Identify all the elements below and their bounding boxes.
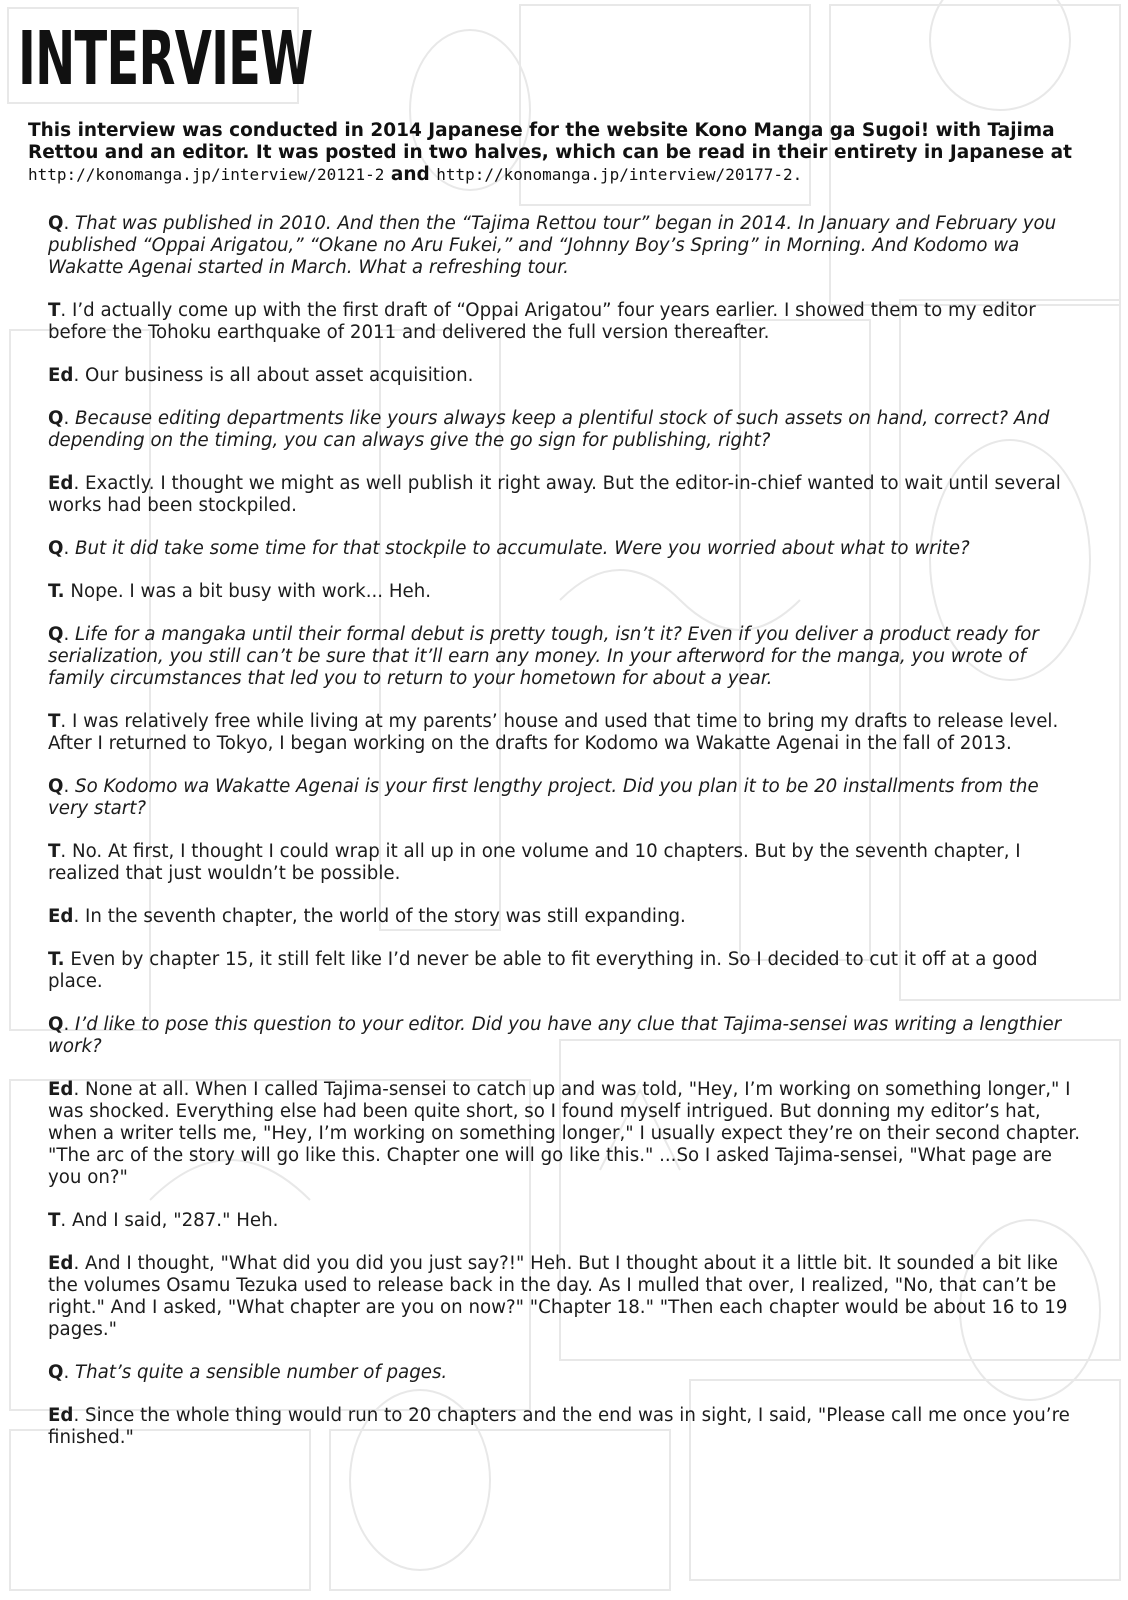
paragraph-text: Because editing departments like yours always keep a plentiful stock of such assets on hand, correct? And depending on the timing, you can always give the go sign for publishing, right? — [48, 408, 1050, 451]
speaker-label: Ed — [48, 1253, 74, 1274]
paragraph-text: So Kodomo wa Wakatte Agenai is your first lengthy project. Did you plan it to be 20 installments from the very start? — [48, 776, 1039, 819]
paragraph-text: In the seventh chapter, the world of the story was still expanding. — [85, 906, 686, 927]
speaker-label: T. — [48, 949, 65, 970]
speaker-separator: . — [63, 213, 76, 234]
answer-paragraph — [48, 300, 1083, 344]
answer-paragraph — [48, 1253, 1083, 1341]
interview-link-1[interactable]: http://konomanga.jp/interview/20121-2 — [28, 165, 385, 184]
intro-conjunction: and — [384, 164, 437, 185]
paragraph-text: That’s quite a sensible number of pages. — [75, 1362, 448, 1383]
speaker-label: Q — [48, 1362, 64, 1383]
speaker-separator: . — [73, 1253, 86, 1274]
speaker-label: Ed — [48, 473, 74, 494]
speaker-label: Ed — [48, 365, 74, 386]
speaker-separator: . — [73, 1405, 86, 1426]
speaker-label: T — [48, 1210, 61, 1231]
speaker-label: T — [48, 841, 61, 862]
speaker-label: Q — [48, 624, 64, 645]
interview-link-2[interactable]: http://konomanga.jp/interview/20177-2. — [436, 165, 803, 184]
answer-paragraph — [48, 473, 1083, 517]
answer-paragraph — [48, 841, 1083, 885]
speaker-separator: . — [73, 473, 86, 494]
answer-paragraph — [48, 581, 1083, 603]
question-paragraph — [48, 213, 1083, 279]
paragraph-text: None at all. When I called Tajima-sensei to catch up and was told, "Hey, I’m working on something longer," I was shocked. Everything else had been quite short, so I found myself intrigued. But donning my editor’s hat, when a writer tells me, "Hey, I’m working on something longer," I usually expect they’re on their second chapter. "The arc of the story will go like this. Chapter one will go like this." ...So I asked Tajima-sensei, "What page are you on?" — [48, 1079, 1080, 1188]
page-title: INTERVIEW — [18, 16, 313, 102]
answer-paragraph — [48, 1079, 1083, 1189]
speaker-separator: . — [63, 538, 76, 559]
speaker-label: Q — [48, 408, 64, 429]
question-paragraph — [48, 1362, 1083, 1384]
answer-paragraph — [48, 906, 1083, 928]
speaker-label: T. — [48, 581, 65, 602]
speaker-label: Ed — [48, 906, 74, 927]
intro-text-part: This interview was conducted in 2014 Japanese for the website Kono Manga ga Sugoi! with Tajima Rettou and an editor. It was posted in two halves, which can be read in their entirety in Japanese at — [28, 120, 1072, 163]
question-paragraph — [48, 624, 1083, 690]
answer-paragraph — [48, 949, 1083, 993]
answer-paragraph — [48, 365, 1083, 387]
speaker-separator: . — [60, 1210, 72, 1231]
speaker-separator: . — [73, 906, 86, 927]
paragraph-text: Even by chapter 15, it still felt like I’d never be able to fit everything in. So I decided to cut it off at a good place. — [48, 949, 1038, 992]
speaker-separator: . — [60, 841, 72, 862]
paragraph-text: Exactly. I thought we might as well publish it right away. But the editor-in-chief wanted to wait until several works had been stockpiled. — [48, 473, 1061, 516]
speaker-label: Q — [48, 538, 64, 559]
answer-paragraph — [48, 1210, 1083, 1232]
speaker-label: Q — [48, 213, 64, 234]
paragraph-text: And I thought, "What did you did you just say?!" Heh. But I thought about it a little bit. It sounded a bit like the volumes Osamu Tezuka used to release back in the day. As I mulled that over, I realized, "No, that can’t be right." And I asked, "What chapter are you on now?" "Chapter 18." "Then each chapter would be about 16 to 19 pages." — [48, 1253, 1068, 1340]
question-paragraph — [48, 776, 1083, 820]
question-paragraph — [48, 408, 1083, 452]
paragraph-text: Nope. I was a bit busy with work... Heh. — [70, 581, 432, 602]
speaker-separator: . — [63, 776, 76, 797]
speaker-separator: . — [60, 300, 72, 321]
question-paragraph — [48, 1014, 1083, 1058]
speaker-label: Ed — [48, 1405, 74, 1426]
paragraph-text: I was relatively free while living at my parents’ house and used that time to bring my drafts to release level. After I returned to Tokyo, I began working on the drafts for Kodomo wa Wakatte Agenai in the fall of 2013. — [48, 711, 1059, 754]
speaker-label: T — [48, 711, 61, 732]
speaker-separator: . — [63, 408, 76, 429]
speaker-label: Q — [48, 1014, 64, 1035]
speaker-separator: . — [63, 1014, 76, 1035]
paragraph-text: Life for a mangaka until their formal debut is pretty tough, isn’t it? Even if you deliver a product ready for serialization, you still can’t be sure that it’ll earn any money. In your afterword for the manga, you wrote of family circumstances that led you to return to your hometown for about a year. — [48, 624, 1039, 689]
paragraph-text: And I said, "287." Heh. — [71, 1210, 279, 1231]
interview-transcript — [48, 213, 1083, 1470]
paragraph-text: I’d like to pose this question to your editor. Did you have any clue that Tajima-sensei was writing a lengthier work? — [48, 1014, 1062, 1057]
speaker-label: T — [48, 300, 61, 321]
answer-paragraph — [48, 711, 1083, 755]
speaker-separator: . — [60, 711, 72, 732]
paragraph-text: I’d actually come up with the first draft of “Oppai Arigatou” four years earlier. I showed them to my editor before the Tohoku earthquake of 2011 and delivered the full version thereafter. — [48, 300, 1036, 343]
paragraph-text: That was published in 2010. And then the “Tajima Rettou tour” began in 2014. In January and February you published “Oppai Arigatou,” “Okane no Aru Fukei,” and “Johnny Boy’s Spring” in Morning. And Kodomo wa Wakatte Agenai started in March. What a refreshing tour. — [48, 213, 1057, 278]
speaker-label: Q — [48, 776, 64, 797]
paragraph-text: No. At first, I thought I could wrap it all up in one volume and 10 chapters. But by the seventh chapter, I realized that just wouldn’t be possible. — [48, 841, 1021, 884]
speaker-separator: . — [63, 1362, 76, 1383]
speaker-separator: . — [63, 624, 76, 645]
speaker-separator: . — [73, 365, 86, 386]
paragraph-text: Our business is all about asset acquisition. — [85, 365, 474, 386]
answer-paragraph — [48, 1405, 1083, 1449]
speaker-label: Ed — [48, 1079, 74, 1100]
paragraph-text: But it did take some time for that stockpile to accumulate. Were you worried about what to write? — [75, 538, 970, 559]
question-paragraph — [48, 538, 1083, 560]
paragraph-text: Since the whole thing would run to 20 chapters and the end was in sight, I said, "Please call me once you’re finished." — [48, 1405, 1070, 1448]
speaker-separator: . — [73, 1079, 86, 1100]
intro-text — [28, 120, 1113, 186]
